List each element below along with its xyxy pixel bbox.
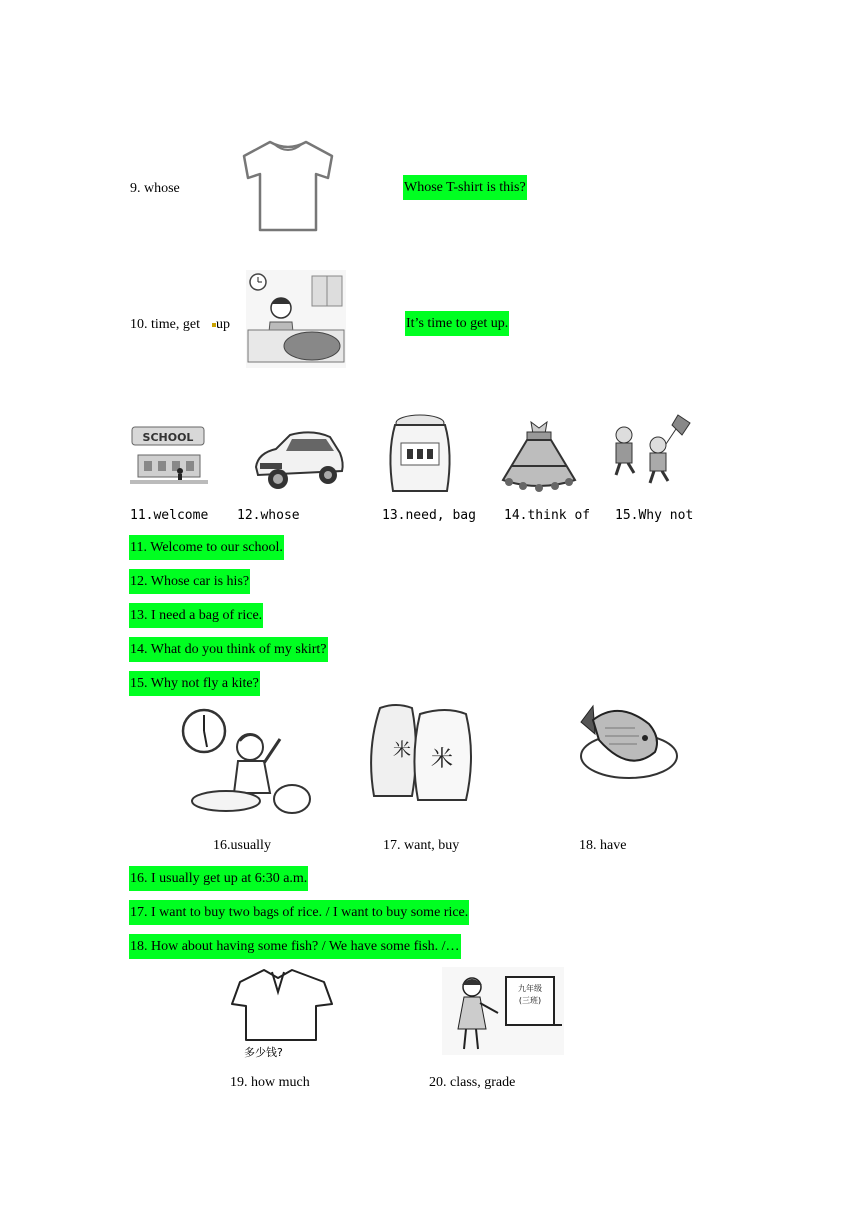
q10-answer: It’s time to get up. [405, 311, 509, 336]
q14-prompt: 14.think of [504, 508, 591, 523]
q12-prompt: 12.whose [237, 508, 300, 523]
q16-answer: 16. I usually get up at 6:30 a.m. [129, 866, 308, 891]
q11-prompt: 11.welcome [130, 508, 209, 523]
rice-bags-picture [362, 700, 478, 804]
q17-prompt: 17. want, buy [383, 838, 460, 853]
q15-prompt: 15.Why not [615, 508, 694, 523]
skirt-picture [497, 418, 581, 494]
class-sign-picture [442, 967, 564, 1055]
svg-text:(三班): (三班) [518, 996, 542, 1005]
q19-prompt: 19. how much [230, 1075, 310, 1090]
kite-picture [610, 413, 694, 485]
q19-caption: 多少钱? [244, 1046, 283, 1059]
fish-plate-picture [575, 704, 679, 784]
q15-answer: 15. Why not fly a kite? [129, 671, 260, 696]
q13-answer: 13. I need a bag of rice. [129, 603, 263, 628]
q13-prompt: 13.need, bag [382, 508, 476, 523]
car-picture [250, 423, 346, 493]
q11-answer: 11. Welcome to our school. [129, 535, 284, 560]
q18-prompt: 18. have [579, 838, 627, 853]
q18-answer: 18. How about having some fish? / We have some fish. /… [129, 934, 461, 959]
rice-bag-picture [385, 413, 455, 495]
svg-text:九年级: 九年级 [518, 984, 542, 993]
rice-char-back: 米 [393, 740, 411, 761]
school-sign: SCHOOL [142, 431, 194, 444]
q12-answer: 12. Whose car is his? [129, 569, 250, 594]
school-picture [130, 425, 208, 487]
q16-prompt: 16.usually [213, 838, 271, 853]
wakeup-clock-picture [180, 705, 320, 817]
q10-prompt-a: 10. time, get [130, 317, 200, 332]
q10-prompt-b: up [216, 317, 230, 332]
q14-answer: 14. What do you think of my skirt? [129, 637, 328, 662]
q17-answer: 17. I want to buy two bags of rice. / I want to buy some rice. [129, 900, 469, 925]
q9-answer: Whose T-shirt is this? [403, 175, 527, 200]
polo-shirt-picture [228, 964, 338, 1044]
wakeup-picture [246, 270, 346, 368]
tshirt-picture [240, 138, 336, 234]
q20-prompt: 20. class, grade [429, 1075, 516, 1090]
rice-char-front: 米 [430, 747, 454, 772]
q9-prompt: 9. whose [130, 181, 180, 196]
